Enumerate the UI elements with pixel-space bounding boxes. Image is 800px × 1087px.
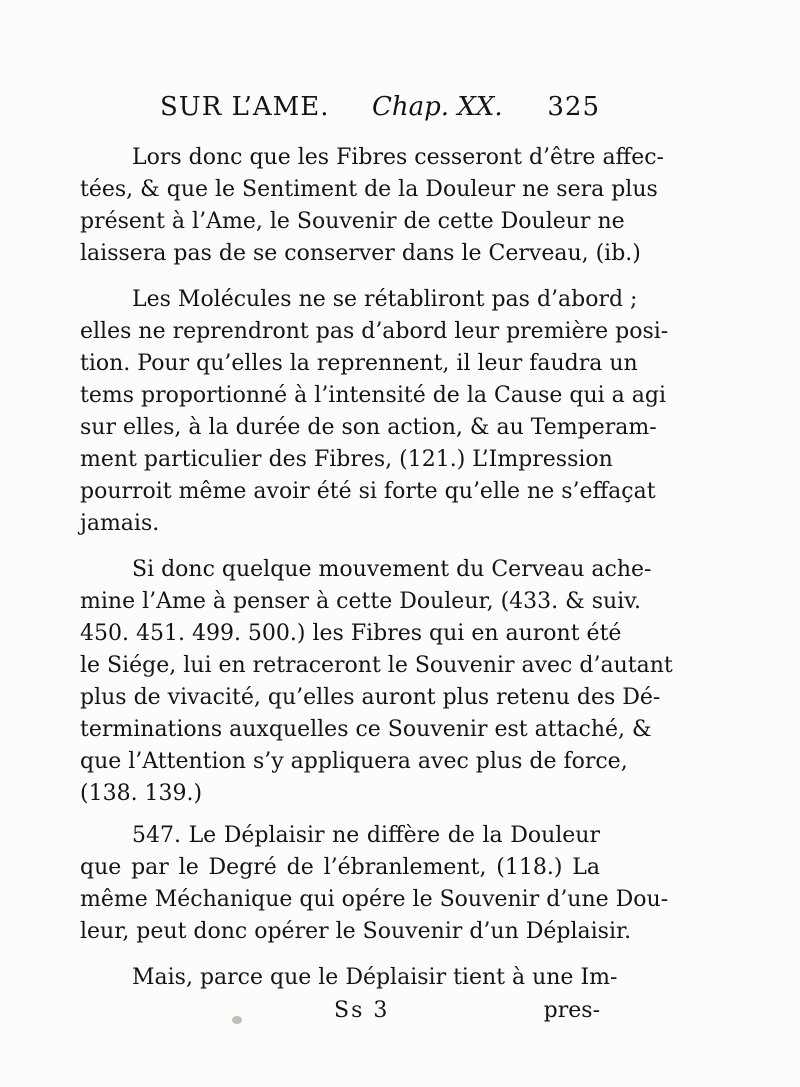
text-line: Lors donc que les Fibres cesseront d’être affec- <box>132 145 664 170</box>
text-line: (138. 139.) <box>80 781 203 806</box>
text-line: que par le Degré de l’ébranlement, (118.) La <box>80 855 600 880</box>
text-line: tées, & que le Sentiment de la Douleur ne sera plus <box>80 177 658 202</box>
page-footer <box>80 998 600 1030</box>
text-line: terminations auxquelles ce Souvenir est attaché, & <box>80 717 652 742</box>
text-line: 450. 451. 499. 500.) les Fibres qui en auront été <box>80 621 622 646</box>
text-line: tems proportionné à l’intensité de la Cause qui a agi <box>80 383 667 408</box>
running-title: SUR L’AME. <box>160 92 330 122</box>
text-line: Les Molécules ne se rétabliront pas d’abord ; <box>132 287 638 312</box>
text-line: sur elles, à la durée de son action, & au Temperam- <box>80 415 657 440</box>
page-number: 325 <box>547 92 600 122</box>
text-line: Mais, parce que le Déplaisir tient à une Im- <box>132 965 618 990</box>
text-line: plus de vivacité, qu’elles auront plus retenu des Dé- <box>80 685 661 710</box>
text-line: le Siége, lui en retraceront le Souvenir avec d’autant <box>80 653 673 678</box>
text-line: mine l’Ame à penser à cette Douleur, (433. & suiv. <box>80 589 642 614</box>
ink-smudge <box>232 1016 242 1024</box>
text-line: que l’Attention s’y appliquera avec plus de force, <box>80 749 628 774</box>
text-line: ment particulier des Fibres, (121.) L’Impression <box>80 447 613 472</box>
text-line: laissera pas de se conserver dans le Cerveau, (ib.) <box>80 241 641 266</box>
catchword: pres- <box>543 998 600 1023</box>
text-line: présent à l’Ame, le Souvenir de cette Douleur ne <box>80 209 625 234</box>
text-line: pourroit même avoir été si forte qu’elle ne s’effaçat <box>80 479 656 504</box>
text-line: leur, peut donc opérer le Souvenir d’un Déplaisir. <box>80 919 632 944</box>
text-line: 547. Le Déplaisir ne diffère de la Douleur <box>132 823 600 848</box>
signature-mark: Ss 3 <box>334 998 390 1023</box>
text-line: Si donc quelque mouvement du Cerveau ache- <box>132 557 652 582</box>
text-line: tion. Pour qu’elles la reprennent, il leur faudra un <box>80 351 638 376</box>
text-line: jamais. <box>80 511 160 536</box>
chapter-label: Chap. XX. <box>372 92 503 122</box>
text-line: elles ne reprendront pas d’abord leur première posi- <box>80 319 669 344</box>
running-head <box>160 92 600 132</box>
text-line: même Méchanique qui opére le Souvenir d’une Dou- <box>80 887 669 912</box>
